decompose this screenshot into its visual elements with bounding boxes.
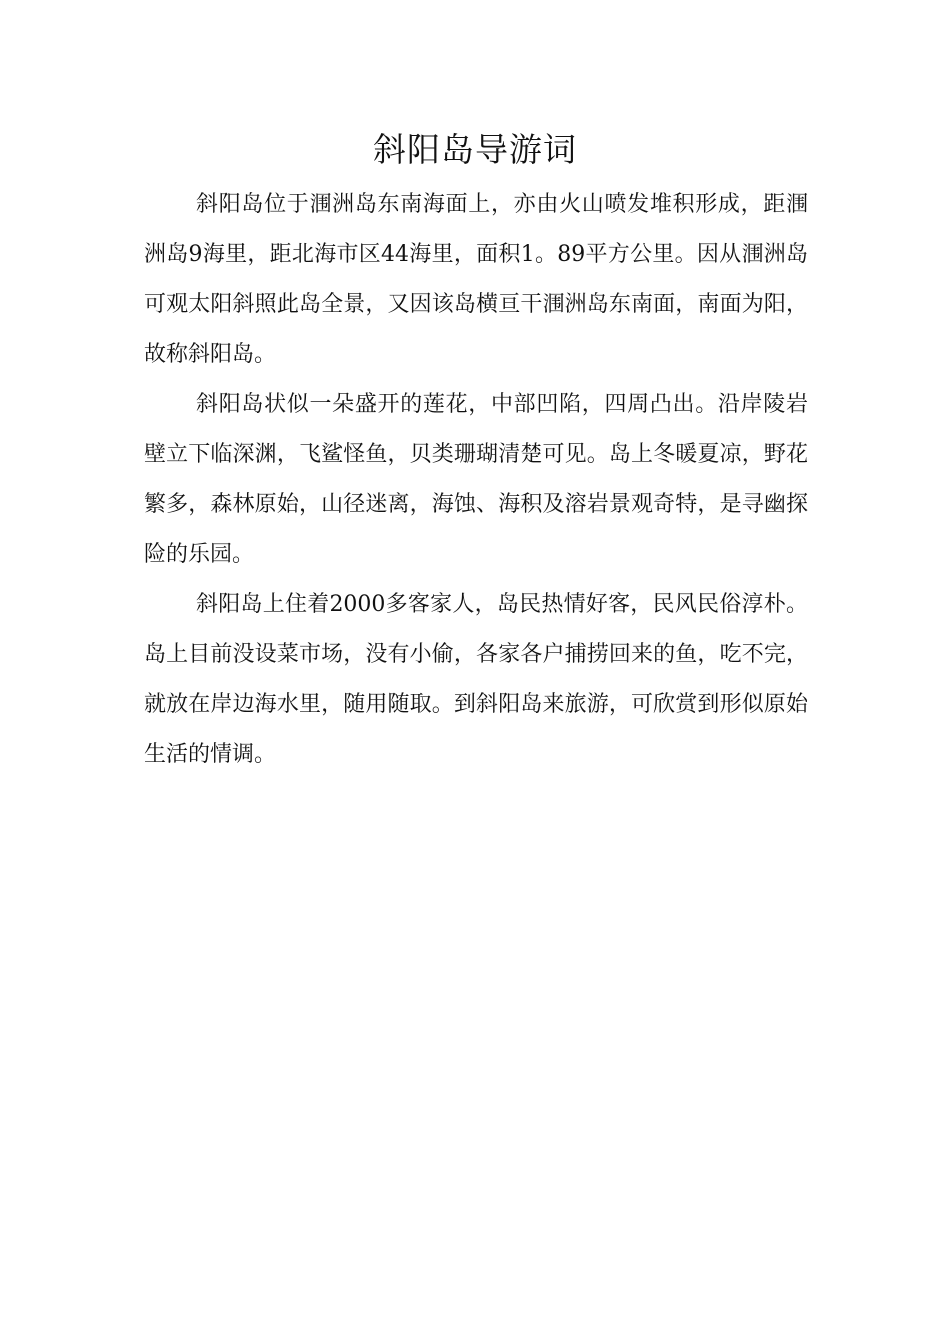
document-title: 斜阳岛导游词	[373, 130, 577, 169]
paragraph-3: 斜阳岛上住着2000多客家人，岛民热情好客，民风民俗淳朴。岛上目前没设菜市场，没有小偷，各家各户捕捞回来的鱼，吃不完，就放在岸边海水里，随用随取。到斜阳岛来旅游，可欣赏到形似原始生活的情调。	[144, 592, 808, 767]
paragraph-2: 斜阳岛状似一朵盛开的莲花，中部凹陷，四周凸出。沿岸陵岩壁立下临深渊，飞鲨怪鱼，贝类珊瑚清楚可见。岛上冬暖夏凉，野花繁多，森林原始，山径迷离，海蚀、海积及溶岩景观奇特，是寻幽探险的乐园。	[144, 392, 808, 567]
paragraph-1: 斜阳岛位于涠洲岛东南海面上，亦由火山喷发堆积形成，距涠洲岛9海里，距北海市区44海里，面积1。89平方公里。因从涠洲岛可观太阳斜照此岛全景，又因该岛横亘干涠洲岛东南面，南面为阳，故称斜阳岛。	[144, 192, 808, 367]
document-body	[144, 180, 808, 780]
